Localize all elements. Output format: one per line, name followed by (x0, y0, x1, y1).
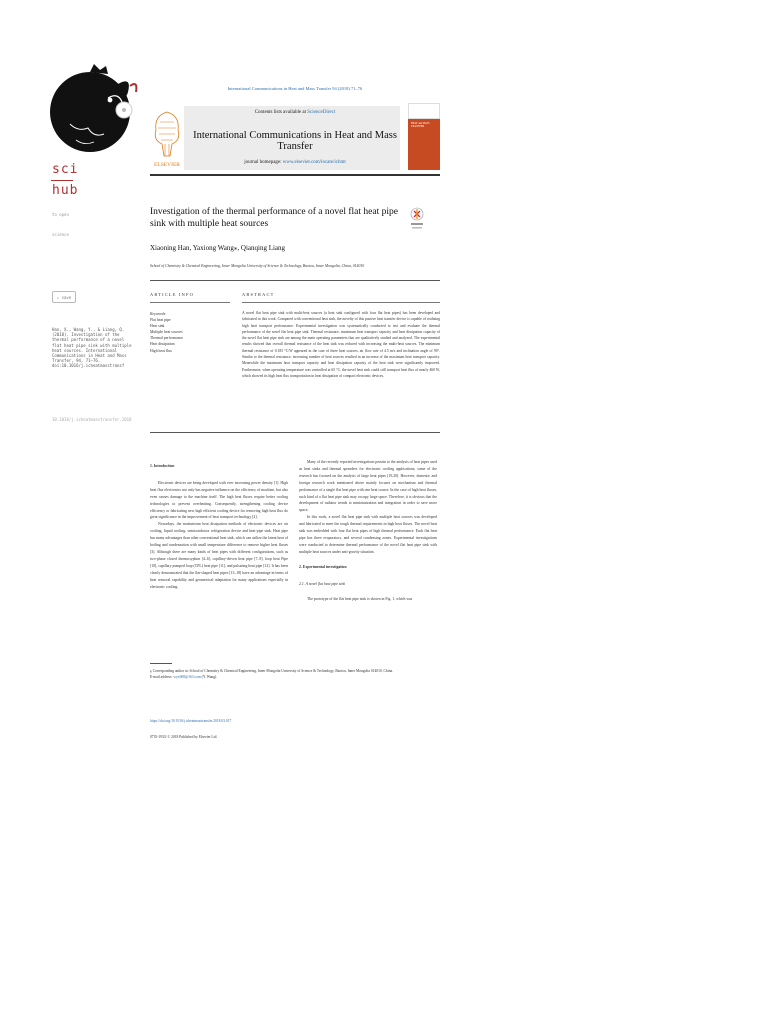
keyword-item: Thermal performance (150, 336, 183, 341)
raven-logo[interactable] (48, 62, 144, 162)
homepage-prefix: journal homepage: (244, 160, 282, 165)
subsection-heading: 2.1. A novel flat heat pipe sink (299, 581, 346, 586)
body-paragraph: The prototype of the flat heat pipe sink is shown in Fig. 1, which was (307, 596, 413, 601)
title-rule (150, 280, 440, 281)
email-link[interactable]: wyx068@163.com (173, 675, 201, 679)
keyword-item: Multiple heat sources (150, 330, 183, 335)
homepage-line (190, 160, 400, 165)
brand-divider (51, 180, 73, 181)
email-suffix: (Y. Wang). (201, 675, 218, 679)
article-info-heading: ARTICLE INFO (150, 292, 195, 297)
homepage-link[interactable]: www.elsevier.com/locate/ichmt (282, 160, 346, 165)
abstract-bottom-rule (150, 432, 440, 433)
body-column-right (299, 459, 437, 602)
article-info-rule (150, 302, 230, 303)
journal-cover (408, 103, 440, 170)
abstract-rule (242, 302, 440, 303)
footnote (150, 668, 440, 680)
footnote-rule (150, 663, 172, 664)
affiliation: School of Chemistry & Chemical Engineering, Inner Mongolia University of Science & Technology, Baotou, Inner Mongolia, China, 014010 (150, 264, 365, 268)
issn-line: 0735-1933/ © 2018 Published by Elsevier Ltd. (150, 735, 218, 739)
brand-sci: sci (52, 162, 79, 177)
authors: Xiaoning Han, Yaxiong Wang⁎, Qianqing Liang (150, 244, 286, 252)
elsevier-tree-icon (150, 106, 184, 170)
keyword-item: Flat heat pipe (150, 318, 171, 323)
cover-top (408, 103, 440, 119)
body-paragraph: Nowadays, the mainstream heat dissipation methods of electronic devices are air cooling, liquid cooling, semiconductor refrigeration device and heat-pipe sink. Heat pipe has many advantages than other conventional heat sink, which can utilize the latent heat of boiling and condensation with small temperature difference to remove higher heat fluxes [3]. Although there are many kinds of heat pipes with different configurations, such as two-phase closed thermosyphon [4–6], capillary-driven heat pipe [7–9], loop heat Pipe [10], capillary pumped loop (CPL) heat pipe [11], and pulsating heat pipe [12]. It has been clearly demonstrated that the flat-shaped heat pipes [13–18] have an advantage in terms of heat removal capability and geometrical adaptation for many applications especially in electronic cooling. (150, 522, 288, 589)
email-line (150, 674, 440, 680)
footnote-text: ⁎ Corresponding author at: School of Chemistry & Chemical Engineering, Inner Mongolia University of Science & Technology, Baotou, Inner Mongolia 014010, China. (150, 669, 393, 673)
keywords-heading: Keywords: (150, 312, 167, 316)
body-paragraph: In this work, a novel flat heat pipe sink with multiple heat sources was developed and fabricated to meet the tough thermal requirements in high heat fluxes. The novel heat sink was embedded with four flat heat pipes of high thermal performance. Each flat heat pipe has three evaporators, and several condensing zones. Experimental investigations were conducted to determine thermal performance of the novel flat heat pipe sink with multiple heat sources under anti-gravity situation. (299, 515, 437, 554)
body-column-left (150, 459, 288, 590)
header-rule (150, 174, 440, 176)
keyword-item: Heat sink (150, 324, 165, 329)
brand-hub: hub (52, 183, 79, 198)
scihub-sidebar (0, 0, 140, 1024)
body-paragraph: Many of the recently reported investigations pertain to the analysis of heat pipes used as heat sinks and thermal spreaders for electronic cooling applications; some of the research has focused on the analysis of large heat pipes [19,20]. However, domestic and foreign research work mentioned above mainly focuses on mechanism and thermal performance of a single flat heat pipe with one heat source. In the case of high heat fluxes, such kind of a flat heat pipe sink may occupy large space. Therefore, it is obvious that the development of radiator trends to miniaturization and integration in order to save more space. (299, 460, 437, 513)
citation-text: Han, X., Wang, Y., & Liang, Q. (2018). Investigation of the thermal performance of a novel flat heat pipe sink with multiple heat sources. International Communications in Heat and Mass Transfer, 94, 71–76. doi:10.1016/j.icheatmasstransf (52, 327, 132, 369)
email-prefix: E-mail address: (150, 675, 173, 679)
body-paragraph: Electronic devices are being developed with ever increasing power density [1]. High heat flux electronics not only has negative influence on the efficiency of machine, but also even causes damage to the machine itself. The high heat fluxes require better cooling technologies to prevent overheating. Consequently, strengthening cooling device efficiency or fabricating new high efficient cooling device for removing high heat flux do great significance in the improvement of heat transport technology [2]. (150, 480, 288, 520)
contents-prefix: Contents lists available at (254, 110, 306, 115)
section-heading: 2. Experimental investigation (299, 564, 347, 569)
doi-link[interactable]: https://doi.org/10.1016/j.icheatmasstransfer.2018.03.017 (150, 719, 232, 723)
keyword-item: High heat flux (150, 348, 172, 353)
journal-title: International Communications in Heat and Mass Transfer (193, 130, 397, 152)
publisher-name: ELSEVIER (154, 162, 180, 168)
contents-line (190, 110, 400, 115)
sidebar-doi-link[interactable]: 10.1016/j.icheatmasstransfer.2018 (52, 417, 132, 422)
journal-reference-link[interactable]: International Communications in Heat and Mass Transfer 94 (2018) 71–76 (227, 86, 363, 91)
keyword-item: Heat dissipation (150, 342, 175, 347)
section-heading: 1. Introduction (150, 464, 175, 468)
sciencedirect-link[interactable]: ScienceDirect (307, 110, 336, 115)
abstract-text: A novel flat heat pipe sink with multi-heat sources (a heat sink configured with four flat heat pipes) has been developed and fabricated in this work. Compared with conventional heat sink, the novelty of this passive heat transfer device is capable of realizing high heat transport performance. Experimental investigation was systematically conducted to test and evaluate the thermal performance of the novel flat heat pipe sink. Thermal resistance, maximum heat transport capacity and heat dissipation capacity of the novel flat heat pipe sink are among the main operating parameters that are qualitatively studied and analyzed. The experimental results showed that overall thermal resistance of the heat sink was reduced with increasing the multi-heat sources. The minimum thermal resistance of 0.183 °C/W appeared in the case of three heat sources, air flow rate of 4.5 m/s and inclination angle of 90°. Similar to the thermal resistance, increasing number of heat sources resulted in an increase of the maximum heat transport capacity. Meanwhile the maximum heat transport capacity and heat dissipation capacity of the heat sink were significantly improved. Furthermore, when operating temperature was controlled at 65 °C, the novel heat sink could still transport heat flux of nearly 460 W, which showed its high heat flux transportation in heat dissipation of compact electronic devices. (242, 311, 440, 378)
tagline-1: to open (52, 212, 69, 217)
abstract-heading: ABSTRACT (242, 292, 275, 297)
crossmark-icon[interactable] (410, 207, 424, 233)
keywords-list (150, 311, 183, 354)
paper-title: Investigation of the thermal performance of a novel flat heat pipe sink with multiple heat sources (150, 207, 398, 229)
save-button[interactable]: ↓ save (52, 291, 76, 303)
cover-title: HEAT and MASS TRANSFER (411, 122, 430, 128)
tagline-2: science (52, 232, 69, 237)
